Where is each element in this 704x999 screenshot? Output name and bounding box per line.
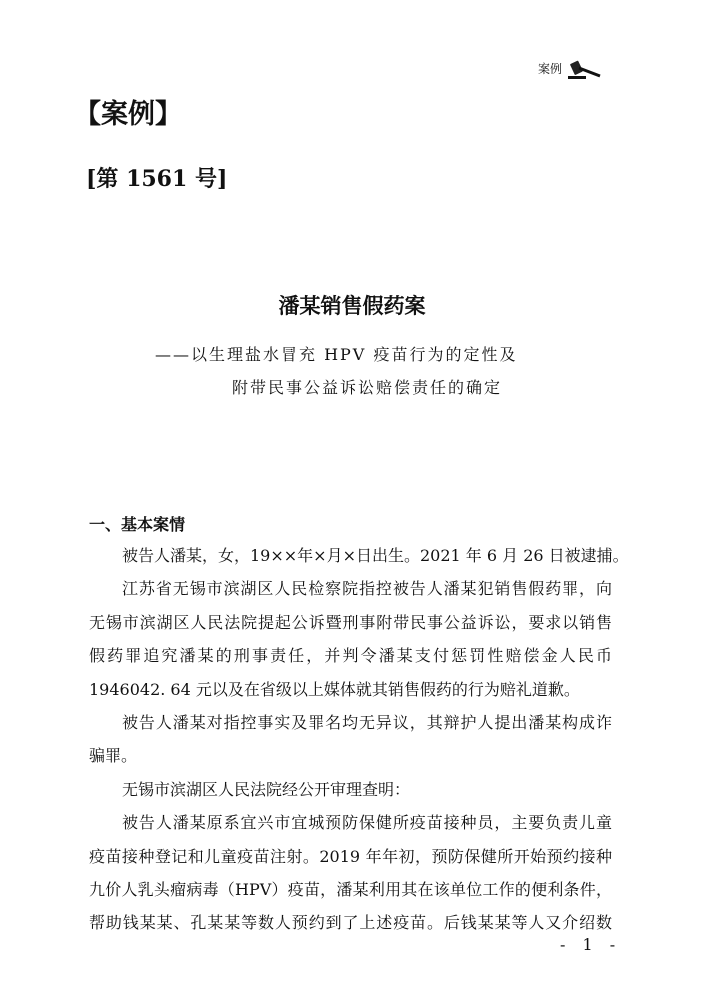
paragraph-line: 1946042. 64 元以及在省级以上媒体就其销售假药的行为赔礼道歉。 bbox=[89, 679, 580, 699]
document-title: 潘某销售假药案 bbox=[278, 294, 426, 318]
paragraph-line: 江苏省无锡市滨湖区人民检察院指控被告人潘某犯销售假药罪，向 bbox=[122, 579, 612, 599]
page-number: - 1 - bbox=[560, 935, 622, 954]
paragraph-line: 被告人潘某对指控事实及罪名均无异议，其辩护人提出潘某构成诈 bbox=[122, 712, 612, 732]
subtitle-line-2: 附带民事公益诉讼赔偿责任的确定 bbox=[232, 378, 503, 397]
paragraph-line: 无锡市滨湖区人民法院经公开审理查明： bbox=[122, 779, 411, 799]
paragraph-line: 九价人乳头瘤病毒（HPV）疫苗，潘某利用其在该单位工作的便利条件， bbox=[89, 879, 612, 899]
running-header: 案例 bbox=[538, 62, 563, 76]
paragraph-line: 被告人潘某，女，19××年×月×日出生。2021 年 6 月 26 日被逮捕。 bbox=[122, 546, 629, 565]
case-number: [第 1561 号] bbox=[86, 166, 228, 192]
section-heading: 一、基本案情 bbox=[89, 515, 186, 534]
paragraph-line: 无锡市滨湖区人民法院提起公诉暨刑事附带民事公益诉讼，要求以销售 bbox=[89, 612, 612, 632]
paragraph-line: 骗罪。 bbox=[89, 746, 138, 766]
paragraph-line: 疫苗接种登记和儿童疫苗注射。2019 年年初，预防保健所开始预约接种 bbox=[89, 846, 612, 866]
subtitle-line-1: ——以生理盐水冒充 HPV 疫苗行为的定性及 bbox=[155, 345, 518, 364]
gavel-icon bbox=[566, 56, 602, 80]
section-label: 【案例】 bbox=[74, 99, 182, 130]
paragraph-line: 被告人潘某原系宜兴市宜城预防保健所疫苗接种员，主要负责儿童 bbox=[122, 813, 612, 833]
paragraph-line: 帮助钱某某、孔某某等数人预约到了上述疫苗。后钱某某等人又介绍数 bbox=[89, 913, 612, 933]
paragraph-line: 假药罪追究潘某的刑事责任，并判令潘某支付惩罚性赔偿金人民币 bbox=[89, 646, 612, 666]
body-text bbox=[89, 546, 629, 947]
